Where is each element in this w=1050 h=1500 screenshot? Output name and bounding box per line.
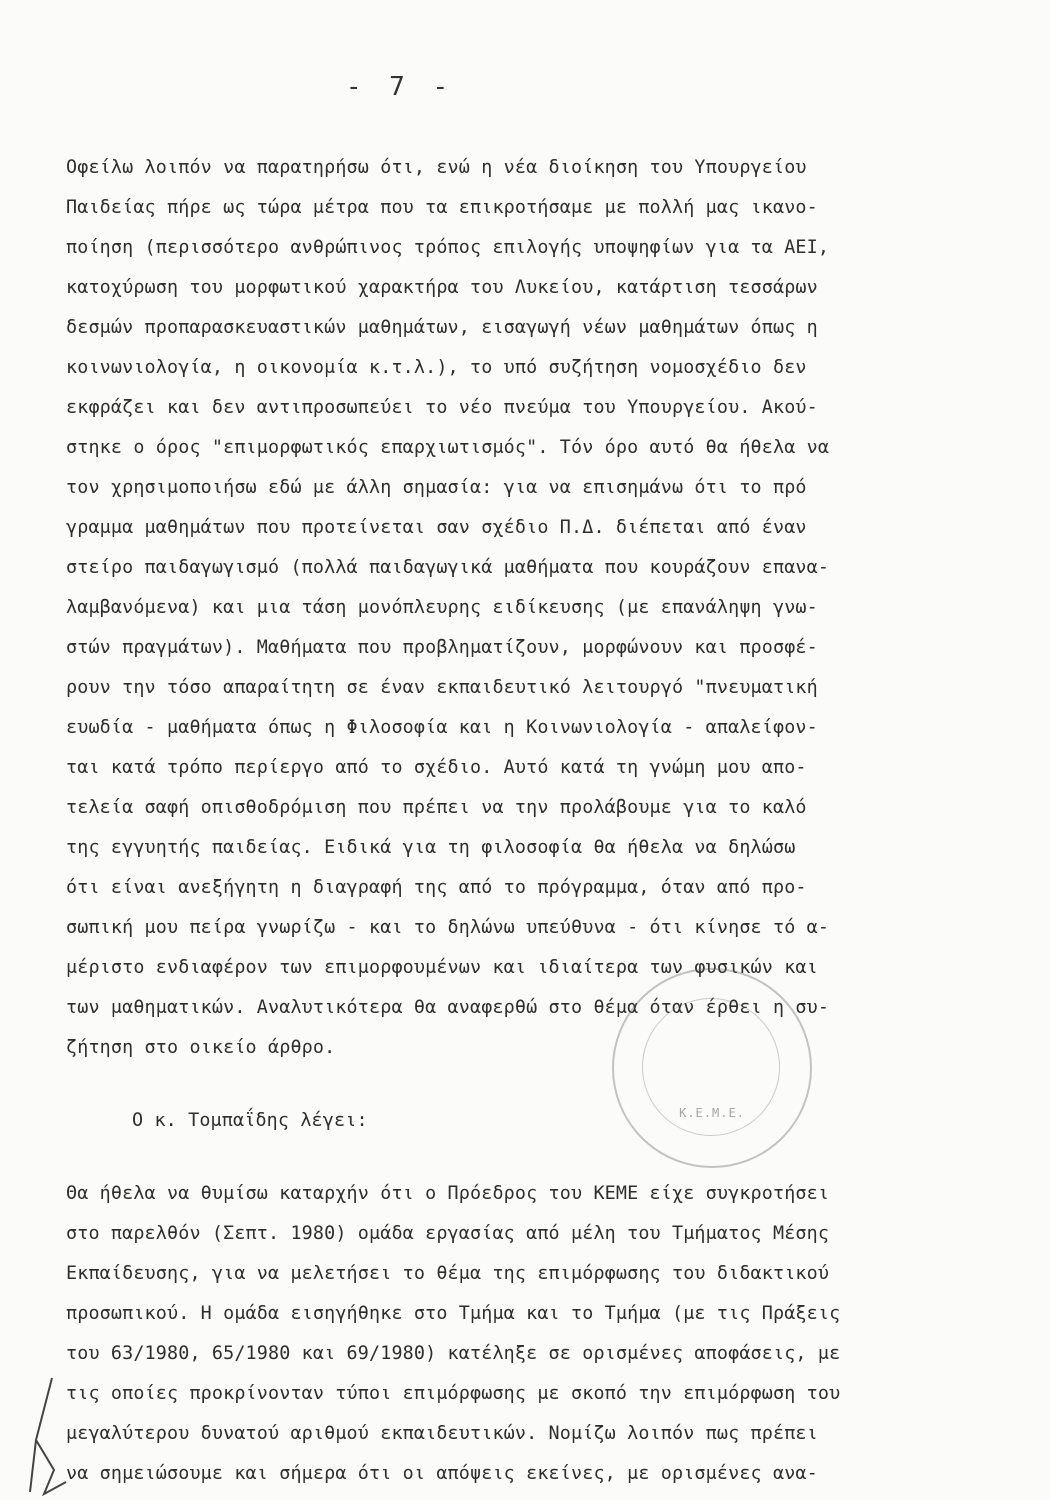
stamp-label: Κ.Ε.Μ.Ε. <box>679 1106 745 1120</box>
text-line: κοινωνιολογία, η οικονομία κ.τ.λ.), το υπό συζήτηση νομοσχέδιο δεν <box>66 357 807 378</box>
text-line: δεσμών προπαρασκευαστικών μαθημάτων, εισαγωγή νέων μαθημάτων όπως η <box>66 317 818 338</box>
text-line: μεγαλύτερου δυνατού αριθμού εκπαιδευτικών. Νομίζω λοιπόν πως πρέπει <box>66 1423 818 1444</box>
text-line: ται κατά τρόπο περίεργο από το σχέδιο. Αυτό κατά τη γνώμη μου απο- <box>66 757 807 778</box>
text-line: τον χρησιμοποιήσω εδώ με άλλη σημασία: για να επισημάνω ότι το πρό <box>66 477 807 498</box>
text-line: της εγγυητής παιδείας. Ειδικά για τη φιλοσοφία θα ήθελα να δηλώσω <box>66 837 796 858</box>
text-line: ευωδία - μαθήματα όπως η Φιλοσοφία και η Κοινωνιολογία - απαλείφον- <box>66 717 818 738</box>
body-text <box>66 148 1026 1494</box>
text-line: κατοχύρωση του μορφωτικού χαρακτήρα του Λυκείου, κατάρτιση τεσσάρων <box>66 277 818 298</box>
text-line: ότι είναι ανεξήγητη η διαγραφή της από το πρόγραμμα, όταν από προ- <box>66 877 807 898</box>
text-line: μέριστο ενδιαφέρον των επιμορφουμένων και ιδιαίτερα των φυσικών και <box>66 957 818 978</box>
text-line: στηκε ο όρος "επιμορφωτικός επαρχιωτισμός". Τόν όρο αυτό θα ήθελα να <box>66 437 830 458</box>
text-line: Εκπαίδευσης, για να μελετήσει το θέμα της επιμόρφωσης του διδακτικού <box>66 1263 830 1284</box>
text-line: σωπική μου πείρα γνωρίζω - και το δηλώνω υπεύθυνα - ότι κίνησε τό α- <box>66 917 830 938</box>
speaker-line: Ο κ. Τομπαΐδης λέγει: <box>132 1110 368 1131</box>
paragraph-gap <box>66 1068 1026 1101</box>
text-line: γραμμα μαθημάτων που προτείνεται σαν σχέδιο Π.Δ. διέπεται από έναν <box>66 517 807 538</box>
text-line: Θα ήθελα να θυμίσω καταρχήν ότι ο Πρόεδρος του ΚΕΜΕ είχε συγκροτήσει <box>66 1183 830 1204</box>
text-line: εκφράζει και δεν αντιπροσωπεύει το νέο πνεύμα του Υπουργείου. Ακού- <box>66 397 818 418</box>
paragraph-2 <box>66 1174 1026 1494</box>
text-line: στών πραγμάτων). Μαθήματα που προβληματίζουν, μορφώνουν και προσφέ- <box>66 637 818 658</box>
text-line: ζήτηση στο οικείο άρθρο. <box>66 1037 336 1058</box>
text-line: Οφείλω λοιπόν να παρατηρήσω ότι, ενώ η νέα διοίκηση του Υπουργείου <box>66 157 807 178</box>
paragraph-1 <box>66 148 1026 1068</box>
handwritten-margin-mark-icon <box>14 1370 74 1500</box>
text-line: ποίηση (περισσότερο ανθρώπινος τρόπος επιλογής υποψηφίων για τα ΑΕΙ, <box>66 237 830 258</box>
text-line: τελεία σαφή οπισθοδρόμιση που πρέπει να την προλάβουμε για το καλό <box>66 797 807 818</box>
text-line: ρουν την τόσο απαραίτητη σε έναν εκπαιδευτικό λειτουργό "πνευματική <box>66 677 818 698</box>
text-line: προσωπικού. Η ομάδα εισηγήθηκε στο Τμήμα και το Τμήμα (με τις Πράξεις <box>66 1303 841 1324</box>
text-line: να σημειώσουμε και σήμερα ότι οι απόψεις εκείνες, με ορισμένες ανα- <box>66 1463 818 1484</box>
paragraph-gap <box>66 1141 1026 1174</box>
text-line: των μαθηματικών. Αναλυτικότερα θα αναφερθώ στο θέμα όταν έρθει η συ- <box>66 997 830 1018</box>
text-line: τις οποίες προκρίνονταν τύποι επιμόρφωσης με σκοπό την επιμόρφωση του <box>66 1383 841 1404</box>
text-line: στείρο παιδαγωγισμό (πολλά παιδαγωγικά μαθήματα που κουράζουν επανα- <box>66 557 830 578</box>
text-line: Παιδείας πήρε ως τώρα μέτρα που τα επικροτήσαμε με πολλή μας ικανο- <box>66 197 818 218</box>
page-number: - 7 - <box>345 72 455 102</box>
text-line: λαμβανόμενα) και μια τάση μονόπλευρης ειδίκευσης (με επανάληψη γνω- <box>66 597 818 618</box>
official-stamp <box>612 968 812 1168</box>
text-line: του 63/1980, 65/1980 και 69/1980) κατέληξε σε ορισμένες αποφάσεις, με <box>66 1343 841 1364</box>
text-line: στο παρελθόν (Σεπτ. 1980) ομάδα εργασίας από μέλη του Τμήματος Μέσης <box>66 1223 830 1244</box>
